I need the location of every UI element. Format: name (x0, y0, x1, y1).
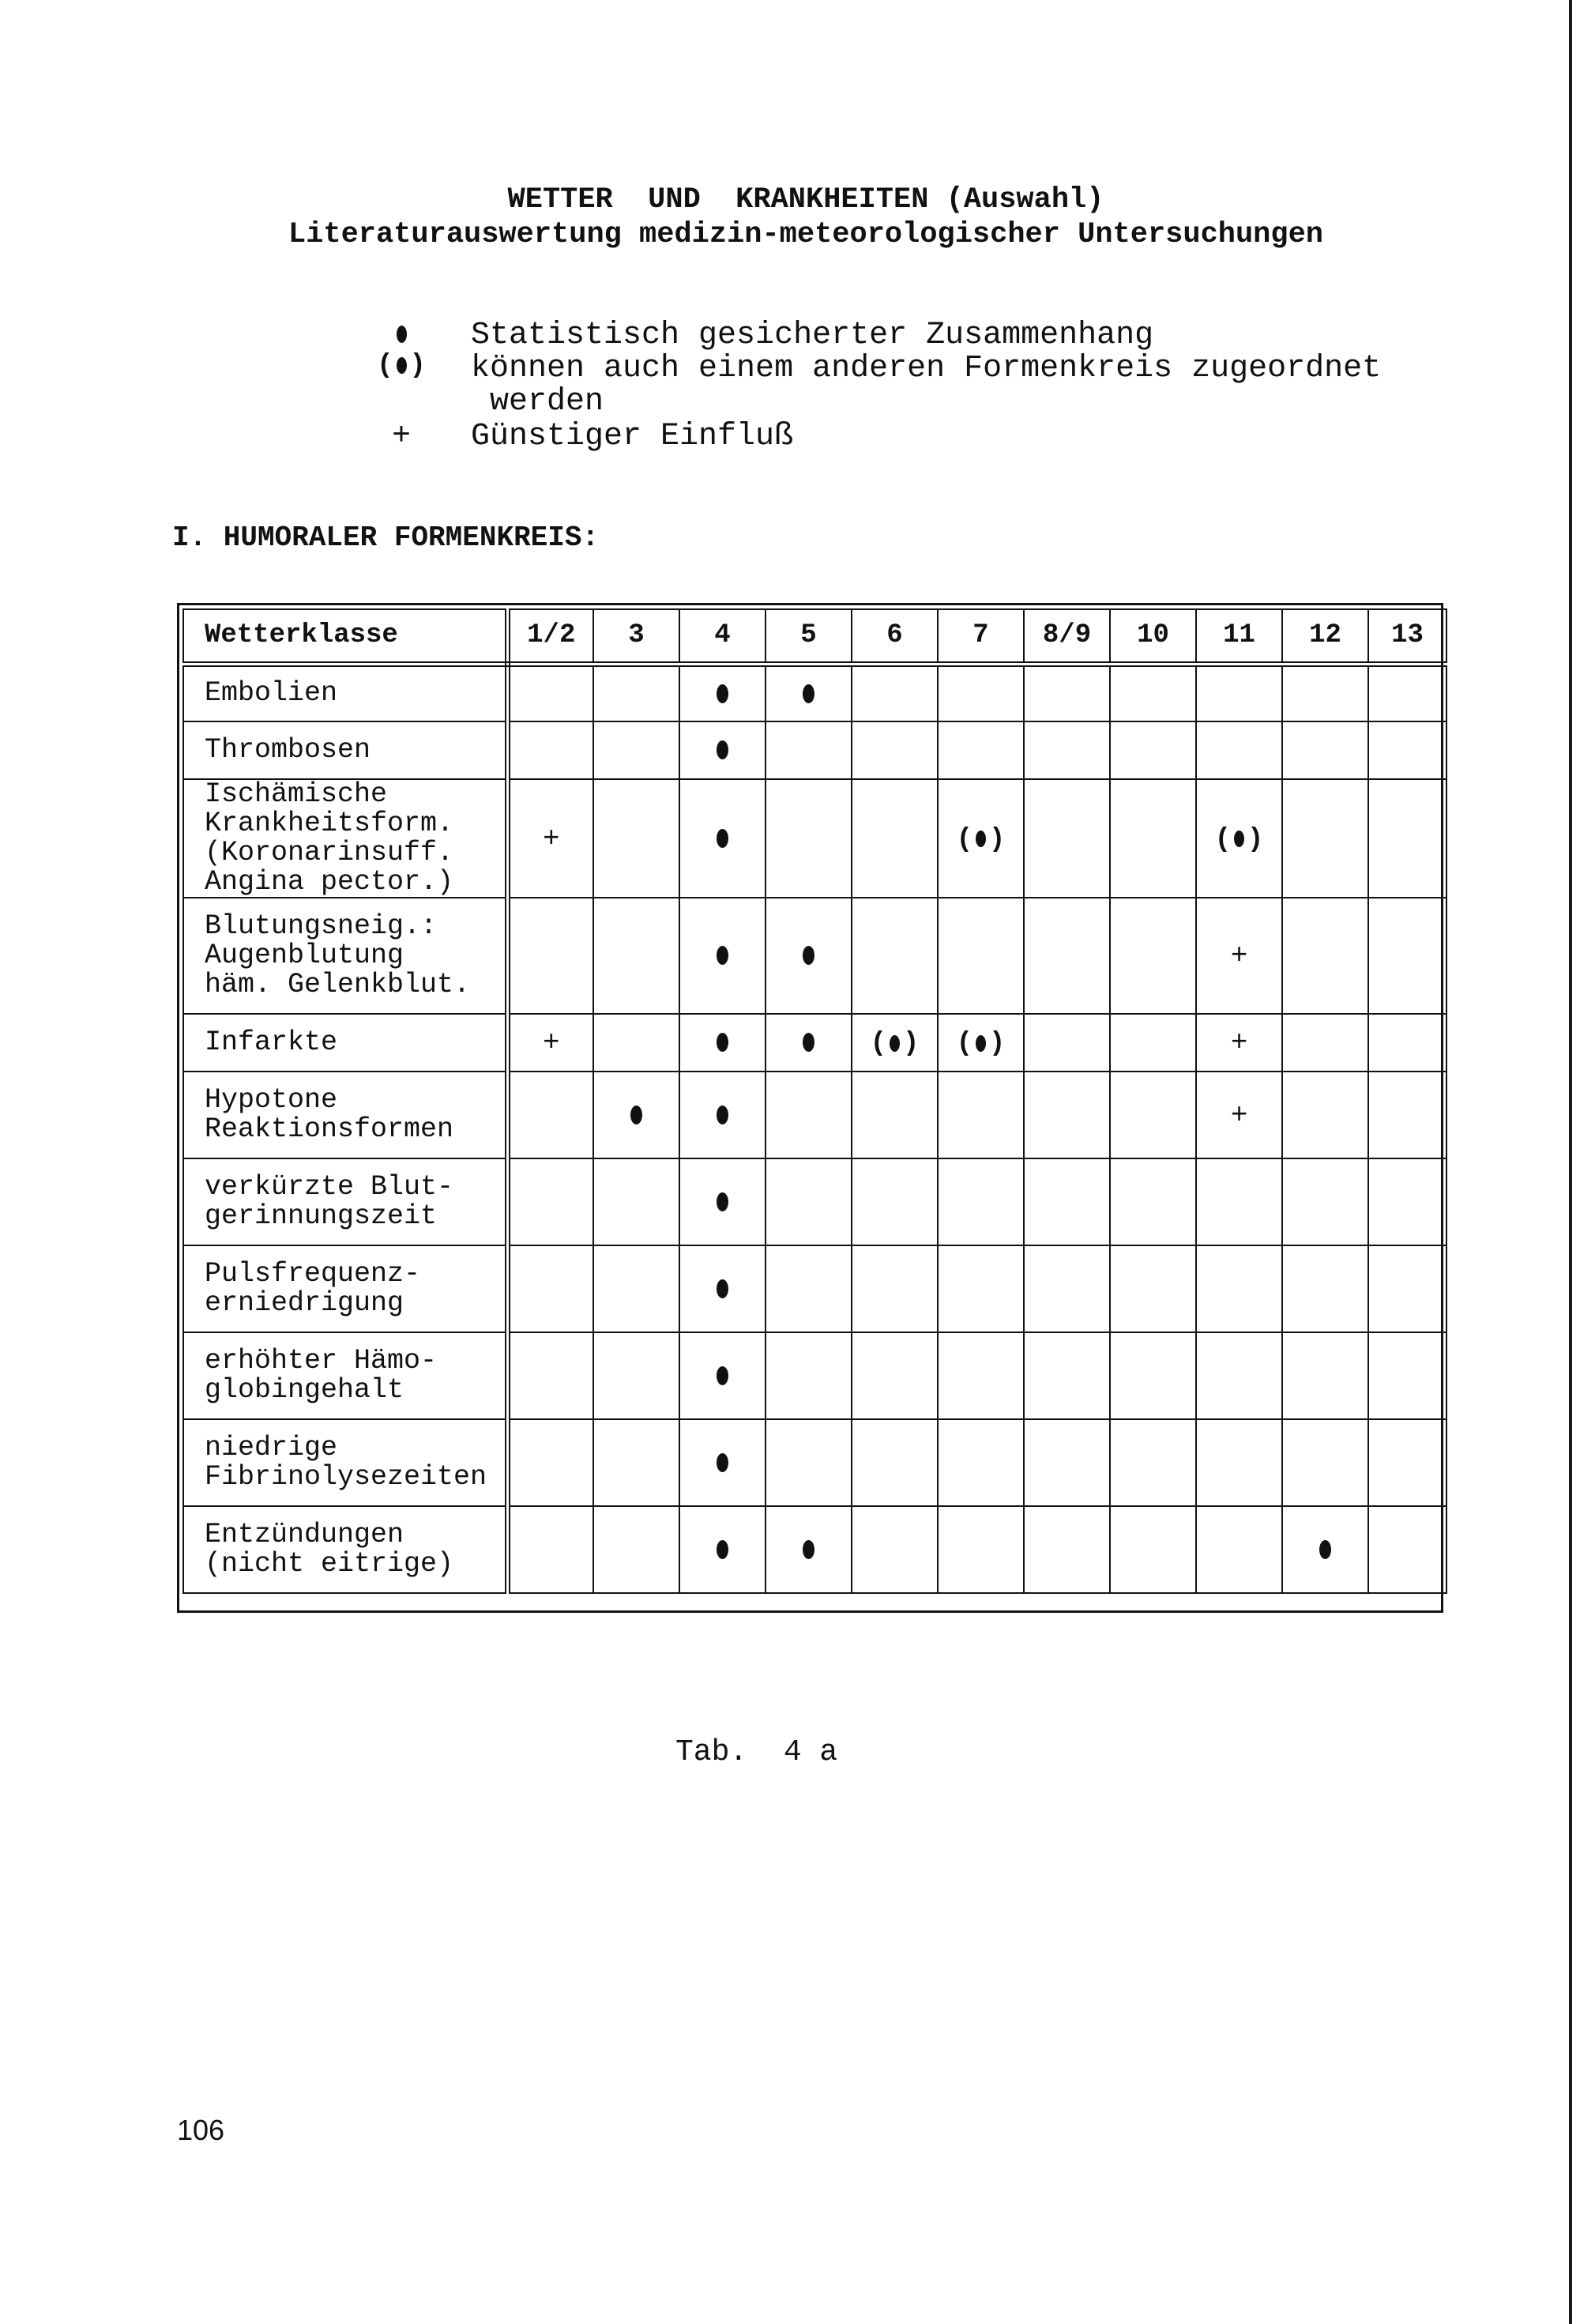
table-cell (852, 779, 938, 898)
section-heading: I. HUMORALER FORMENKREIS: (172, 522, 600, 554)
table-cell (1110, 721, 1196, 779)
table-cell (1196, 1158, 1282, 1245)
table-cell (679, 1158, 766, 1245)
row-label: verkürzte Blut- gerinnungszeit (183, 1158, 507, 1245)
significant-dot-icon (630, 1106, 642, 1124)
table-cell (507, 1158, 593, 1245)
column-header: 5 (766, 609, 852, 664)
paren-dot-icon: ( ) (1214, 824, 1264, 855)
table-cell (1110, 664, 1196, 721)
favorable-plus-icon: + (1230, 1098, 1248, 1132)
table-row (183, 1158, 1446, 1245)
table-cell (679, 898, 766, 1014)
table-cell (1024, 1419, 1110, 1506)
table-cell (852, 1419, 938, 1506)
significant-dot-icon (717, 1366, 728, 1385)
table-row (183, 1506, 1446, 1593)
table-cell (852, 1332, 938, 1419)
favorable-plus-icon: + (1230, 940, 1248, 972)
table-cell (766, 1332, 852, 1419)
table-cell (1368, 1245, 1446, 1332)
paren-dot-icon: ( ) (870, 1029, 920, 1059)
table-cell (593, 779, 679, 898)
table-cell (852, 664, 938, 721)
title-line-2: Literaturauswertung medizin-meteorologischer Untersuchungen (288, 218, 1323, 251)
table-cell (507, 1072, 593, 1158)
legend-text-2: können auch einem anderen Formenkreis zugeordnet (471, 351, 1382, 386)
table-cell (1196, 1014, 1282, 1072)
table-cell (679, 1072, 766, 1158)
table-cell (1368, 1506, 1446, 1593)
legend-text-3: Günstiger Einfluß (471, 419, 794, 454)
table-cell (938, 1419, 1024, 1506)
favorable-plus-icon: + (1230, 1026, 1248, 1059)
table-row (183, 1332, 1446, 1419)
table-cell (1024, 1158, 1110, 1245)
table-cell (1110, 1332, 1196, 1419)
table-cell (507, 664, 593, 721)
column-header: 7 (938, 609, 1024, 664)
table-cell (1282, 1419, 1368, 1506)
row-label: Pulsfrequenz- erniedrigung (183, 1245, 507, 1332)
table-cell (1368, 1072, 1446, 1158)
table-cell (1024, 1072, 1110, 1158)
table-cell (766, 1506, 852, 1593)
table-cell (766, 1014, 852, 1072)
table-cell (1024, 1506, 1110, 1593)
table-cell (766, 721, 852, 779)
table-cell (593, 1245, 679, 1332)
significant-dot-icon (717, 829, 728, 848)
table-cell (1024, 898, 1110, 1014)
table-cell (938, 721, 1024, 779)
table-cell (852, 1506, 938, 1593)
table-cell (679, 1014, 766, 1072)
table-cell (852, 898, 938, 1014)
row-label: Infarkte (183, 1014, 507, 1072)
column-header: 4 (679, 609, 766, 664)
favorable-plus-icon: + (542, 822, 560, 855)
table-cell (938, 1158, 1024, 1245)
table-cell (1024, 664, 1110, 721)
table-row (183, 898, 1446, 1014)
column-header: 3 (593, 609, 679, 664)
table-cell (679, 1419, 766, 1506)
table-cell (766, 1072, 852, 1158)
table-cell (593, 664, 679, 721)
row-label: Ischämische Krankheitsform. (Koronarinsuff. Angina pector.) (183, 779, 507, 898)
column-header: 11 (1196, 609, 1282, 664)
legend-text-1: Statistisch gesicherter Zusammenhang (471, 318, 1154, 353)
favorable-plus-icon: + (542, 1026, 560, 1059)
paren-dot-icon: ( ) (956, 1029, 1006, 1059)
table-cell (1368, 721, 1446, 779)
significant-dot-icon (717, 684, 728, 703)
table-cell (1282, 779, 1368, 898)
table-cell (938, 1072, 1024, 1158)
table-cell (1024, 1245, 1110, 1332)
significant-dot-icon (803, 684, 814, 703)
table-cell (1024, 1332, 1110, 1419)
table-cell (593, 1506, 679, 1593)
table-cell (1110, 779, 1196, 898)
table-cell (679, 664, 766, 721)
significant-dot-icon (717, 1033, 728, 1052)
table-cell (593, 1332, 679, 1419)
table-caption: Tab. 4 a (675, 1735, 838, 1769)
table-cell (507, 898, 593, 1014)
table-cell (1368, 1419, 1446, 1506)
column-header: 1/2 (507, 609, 593, 664)
table-cell (1110, 1014, 1196, 1072)
table-cell (1368, 898, 1446, 1014)
row-label: Hypotone Reaktionsformen (183, 1072, 507, 1158)
table-cell (852, 1072, 938, 1158)
table-cell (679, 721, 766, 779)
table-cell (1024, 1014, 1110, 1072)
column-header: 12 (1282, 609, 1368, 664)
table-cell (507, 721, 593, 779)
table-cell (852, 1245, 938, 1332)
table-cell (1368, 779, 1446, 898)
row-label: Embolien (183, 664, 507, 721)
table-cell (593, 1014, 679, 1072)
table-cell (938, 664, 1024, 721)
row-label: Thrombosen (183, 721, 507, 779)
table-cell (766, 1158, 852, 1245)
table-cell (1196, 721, 1282, 779)
table-cell (1110, 1072, 1196, 1158)
table-cell (593, 721, 679, 779)
table-cell (593, 1072, 679, 1158)
table-header-row (183, 609, 1446, 664)
significant-dot-icon (717, 1192, 728, 1211)
table-row (183, 664, 1446, 721)
table-row (183, 721, 1446, 779)
table-cell (766, 898, 852, 1014)
table-cell (938, 779, 1024, 898)
table-cell (766, 1419, 852, 1506)
table-cell (1196, 898, 1282, 1014)
table-cell (1368, 1158, 1446, 1245)
table-cell (1368, 1332, 1446, 1419)
header-label: Wetterklasse (183, 609, 507, 664)
table-cell (1110, 1419, 1196, 1506)
table-cell (938, 1332, 1024, 1419)
table-cell (507, 779, 593, 898)
table-cell (766, 664, 852, 721)
column-header: 8/9 (1024, 609, 1110, 664)
table-cell (679, 1332, 766, 1419)
table-row (183, 1072, 1446, 1158)
table-cell (1282, 898, 1368, 1014)
row-label: niedrige Fibrinolysezeiten (183, 1419, 507, 1506)
significant-dot-icon (803, 946, 814, 965)
row-label: Blutungsneig.: Augenblutung häm. Gelenkblut. (183, 898, 507, 1014)
significant-dot-icon (717, 946, 728, 965)
table-cell (593, 1158, 679, 1245)
table-cell (766, 1245, 852, 1332)
legend-paren-dot-symbol: ( ) (377, 351, 426, 381)
significant-dot-icon (803, 1540, 814, 1559)
legend-plus-symbol: + (391, 419, 411, 454)
table-cell (1196, 1419, 1282, 1506)
table-cell (507, 1014, 593, 1072)
table-cell (1110, 1158, 1196, 1245)
table-cell (679, 1245, 766, 1332)
table-cell (1282, 1506, 1368, 1593)
table-row (183, 779, 1446, 898)
table-cell (1196, 664, 1282, 721)
table-cell (679, 1506, 766, 1593)
table-cell (1282, 1014, 1368, 1072)
table-cell (1368, 1014, 1446, 1072)
table-cell (1282, 1332, 1368, 1419)
column-header: 10 (1110, 609, 1196, 664)
legend-text-2-cont: werden (490, 384, 604, 420)
table-cell (938, 1014, 1024, 1072)
table-cell (1196, 1072, 1282, 1158)
significant-dot-icon (717, 1453, 728, 1472)
table-cell (1024, 779, 1110, 898)
significant-dot-icon (1319, 1540, 1331, 1559)
table-cell (1282, 1072, 1368, 1158)
table-cell (1024, 721, 1110, 779)
page-edge (1569, 0, 1572, 2324)
column-header: 6 (852, 609, 938, 664)
table-cell (507, 1506, 593, 1593)
table-cell (1282, 664, 1368, 721)
table-cell (507, 1419, 593, 1506)
paren-dot-icon: ( ) (956, 824, 1006, 855)
table-cell (852, 1014, 938, 1072)
table-row (183, 1419, 1446, 1506)
table-cell (852, 721, 938, 779)
table-cell (938, 1506, 1024, 1593)
table-cell (507, 1332, 593, 1419)
title-line-1: WETTER UND KRANKHEITEN (Auswahl) (507, 183, 1104, 217)
table-cell (1110, 898, 1196, 1014)
row-label: erhöhter Hämo- globingehalt (183, 1332, 507, 1419)
table-cell (1368, 664, 1446, 721)
table-cell (938, 898, 1024, 1014)
significant-dot-icon (717, 740, 728, 759)
table-cell (507, 1245, 593, 1332)
legend-dot-symbol (366, 318, 437, 353)
table-cell (1282, 1245, 1368, 1332)
table-row (183, 1014, 1446, 1072)
significant-dot-icon (717, 1279, 728, 1298)
table-cell (1110, 1245, 1196, 1332)
table-cell (593, 898, 679, 1014)
column-header: 13 (1368, 609, 1446, 664)
significant-dot-icon (717, 1540, 728, 1559)
row-label: Entzündungen (nicht eitrige) (183, 1506, 507, 1593)
table-cell (1282, 1158, 1368, 1245)
table-cell (1196, 1506, 1282, 1593)
table-cell (852, 1158, 938, 1245)
table-cell (593, 1419, 679, 1506)
table-cell (766, 779, 852, 898)
table-cell (1196, 1332, 1282, 1419)
weather-disease-table (182, 608, 1447, 1594)
page-number: 106 (177, 2114, 225, 2146)
significant-dot-icon (717, 1106, 728, 1124)
table-row (183, 1245, 1446, 1332)
table-cell (1282, 721, 1368, 779)
table-cell (679, 779, 766, 898)
table-cell (1196, 1245, 1282, 1332)
table-cell (1110, 1506, 1196, 1593)
table-cell (938, 1245, 1024, 1332)
significant-dot-icon (803, 1033, 814, 1052)
table-cell (1196, 779, 1282, 898)
